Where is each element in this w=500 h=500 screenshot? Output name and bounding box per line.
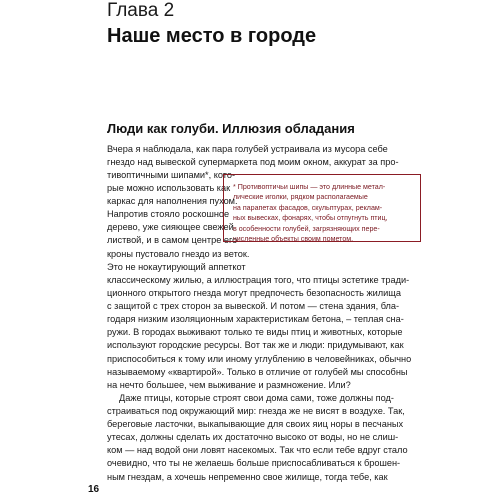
text-line: ным гнездам, а хочешь непременно свое жилище, тогда тебе, как [107, 471, 388, 482]
footnote-line: лические иголки, рядком располагаемые [233, 193, 368, 202]
footnote-line: на парапетах фасадов, скульптурах, реклам- [233, 203, 383, 212]
text-line: тивоптичными шипами*, кото- [107, 170, 236, 180]
text-line: называемому «квартирой». Только в отличие от голубей мы способны [107, 366, 408, 377]
footnote-line: * Противоптичьи шипы — это длинные метал- [233, 183, 386, 191]
chapter-title: Наше место в городе [107, 25, 317, 47]
text-line: на нечто большее, чем выживание и размножение. Или? [107, 379, 351, 390]
text-line: каркас для наполнения пухом. [107, 196, 238, 207]
paragraph-1-opening [107, 143, 399, 169]
text-line: Напротив стояло роскошное [107, 209, 230, 220]
text-line: приспособиться к тому или иному углублению в человейниках, обычно [107, 353, 412, 364]
text-line: классическому жилью, а иллюстрация того, что птицы эстетике тради- [107, 275, 410, 285]
text-line: листвой, и в самом центре его [107, 235, 238, 246]
text-line: гнездо над вывеской супермаркета под моим окном, аккурат за про- [107, 157, 399, 168]
text-line: утесах, должны сделать их достаточно высоко от воды, но не слиш- [107, 432, 399, 443]
text-line: ционного открытого гнезда могут предпочесть безопасность жилища [107, 288, 401, 299]
section-heading: Люди как голуби. Иллюзия обладания [107, 121, 355, 136]
footnote-line: в особенности голубей, загрязняющих пере- [233, 224, 380, 233]
text-line: годаря низким изоляционным характеристикам бетона, – теплая сна- [107, 314, 404, 325]
text-line: рые можно использовать как [107, 183, 231, 194]
text-line: ружи. В городах выживают только те виды птиц и животных, которые [107, 327, 403, 338]
text-line: Это не нокаутирующий аппеткот [107, 261, 246, 272]
text-line: Даже птицы, которые строят свои дома сами, тоже должны под- [119, 393, 394, 403]
page-number: 16 [88, 484, 100, 495]
text-line: дерево, уже сияющее свежей [107, 222, 234, 233]
text-line: береговые ласточки, выкапывающие для своих яиц норы в песчаных [107, 419, 404, 430]
text-line: ком — над водой они ловят насекомых. Так что если тебе вдруг стало [107, 445, 408, 456]
text-line: используют городские ресурсы. Вот так же и люди: придумывают, как [107, 340, 404, 351]
text-line: кроны пустовало гнездо из веток. [107, 248, 250, 259]
footnote-line: численные объекты своим пометом. [233, 235, 354, 244]
chapter-label: Глава 2 [107, 0, 175, 21]
text-line: очевидно, что ты не желаешь больше приспосабливаться к брошен- [107, 458, 401, 469]
paragraph-2 [107, 392, 408, 484]
footnote-line: ных вывесках, фонарях, чтобы отпугнуть птиц, [233, 214, 388, 223]
text-line: страиваться под окружающий мир: гнезда же не висят в воздухе. Так, [107, 406, 405, 417]
paragraph-1-continued [107, 274, 411, 392]
text-line: с защитой с трех сторон за вывеской. И потом — стена здания, бла- [107, 301, 400, 312]
text-line: Вчера я наблюдала, как пара голубей устраивала из мусора себе [107, 144, 388, 154]
footnote-box [223, 174, 421, 242]
